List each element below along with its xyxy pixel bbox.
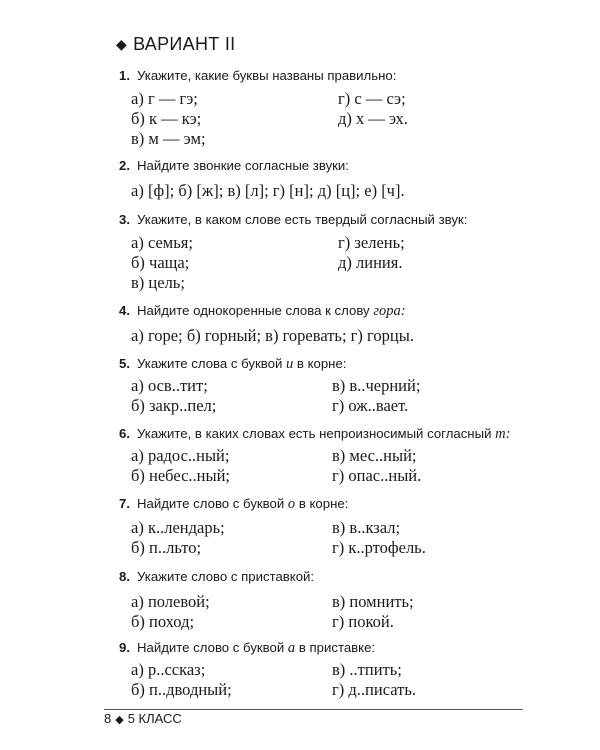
option: г) ож..вает.	[332, 396, 409, 415]
option: г) опас..ный.	[332, 466, 422, 485]
question-2	[104, 158, 544, 173]
question-text-end: в приставке:	[295, 640, 376, 655]
question-text: Найдите слово с буквой	[137, 640, 288, 655]
question-text-end: в корне:	[293, 356, 347, 371]
question-number: 3.	[119, 212, 130, 227]
option: в) мес..ный;	[332, 446, 417, 465]
footer-divider	[104, 709, 523, 710]
question-number: 4.	[119, 303, 130, 318]
question-text: Укажите, в каком слове есть твердый согласный звук:	[137, 212, 468, 227]
question-text: Укажите слово с приставкой:	[137, 569, 315, 584]
question-emphasis: о	[287, 496, 296, 512]
option: в) цель;	[131, 273, 185, 292]
question-number: 2.	[119, 158, 130, 173]
option: б) чаща;	[131, 253, 190, 272]
question-3	[104, 212, 544, 227]
option: а) к..лендарь;	[131, 518, 225, 537]
question-4	[104, 303, 544, 320]
question-number: 9.	[119, 640, 130, 655]
question-number: 6.	[119, 426, 130, 441]
grade-label: 5 КЛАСС	[127, 711, 182, 726]
question-number: 5.	[119, 356, 130, 371]
option: б) закр..пел;	[131, 396, 217, 415]
question-text: Укажите, какие буквы названы правильно:	[137, 68, 397, 83]
question-text: Найдите однокоренные слова к слову	[137, 303, 374, 318]
option: а) р..ссказ;	[131, 660, 206, 679]
option: г) с — сэ;	[338, 89, 406, 108]
question-7	[104, 496, 544, 513]
option: б) поход;	[131, 612, 195, 631]
option: г) к..ртофель.	[332, 538, 426, 557]
variant-title: ВАРИАНТ II	[133, 34, 236, 54]
option: б) п..дводный;	[131, 680, 232, 699]
page-footer	[104, 711, 182, 726]
question-6	[104, 426, 544, 443]
option: в) в..кзал;	[332, 518, 401, 537]
question-number: 7.	[119, 496, 130, 511]
option: б) п..льто;	[131, 538, 202, 557]
question-number: 8.	[119, 569, 130, 584]
option: в) м — эм;	[131, 129, 206, 148]
option: а) [ф]; б) [ж]; в) [л]; г) [н]; д) [ц]; е) [ч].	[131, 181, 405, 200]
option: д) линия.	[338, 253, 403, 272]
question-text: Найдите слово с буквой	[137, 496, 288, 511]
option: б) небес..ный;	[131, 466, 230, 485]
question-text: Укажите слова с буквой	[137, 356, 286, 371]
option: б) к — кэ;	[131, 109, 202, 128]
question-emphasis: а	[287, 640, 296, 656]
question-text-end: в корне:	[295, 496, 349, 511]
question-emphasis: и	[286, 356, 294, 372]
option: а) горе; б) горный; в) горевать; г) горцы.	[131, 326, 414, 345]
question-text: Укажите, в каких словах есть непроизносимый согласный	[137, 426, 496, 441]
question-8	[104, 569, 544, 584]
option: в) ..тпить;	[332, 660, 402, 679]
option: г) зелень;	[338, 233, 405, 252]
question-1	[104, 68, 544, 83]
page-number: 8	[104, 711, 112, 726]
option: в) помнить;	[332, 592, 414, 611]
option: а) семья;	[131, 233, 193, 252]
option: а) радос..ный;	[131, 446, 230, 465]
option: а) полевой;	[131, 592, 210, 611]
question-emphasis: гора:	[373, 303, 406, 319]
question-9	[104, 640, 544, 657]
option: г) д..писать.	[332, 680, 416, 699]
question-5	[104, 356, 544, 373]
option: а) г — гэ;	[131, 89, 198, 108]
variant-heading	[116, 34, 235, 55]
diamond-icon: ◆	[116, 36, 128, 52]
option: г) покой.	[332, 612, 394, 631]
question-emphasis: т:	[495, 426, 511, 442]
option: д) х — эх.	[338, 109, 408, 128]
option: а) осв..тит;	[131, 376, 208, 395]
diamond-icon: ◆	[115, 714, 124, 726]
question-number: 1.	[119, 68, 130, 83]
option: в) в..черний;	[332, 376, 421, 395]
question-text: Найдите звонкие согласные звуки:	[137, 158, 349, 173]
